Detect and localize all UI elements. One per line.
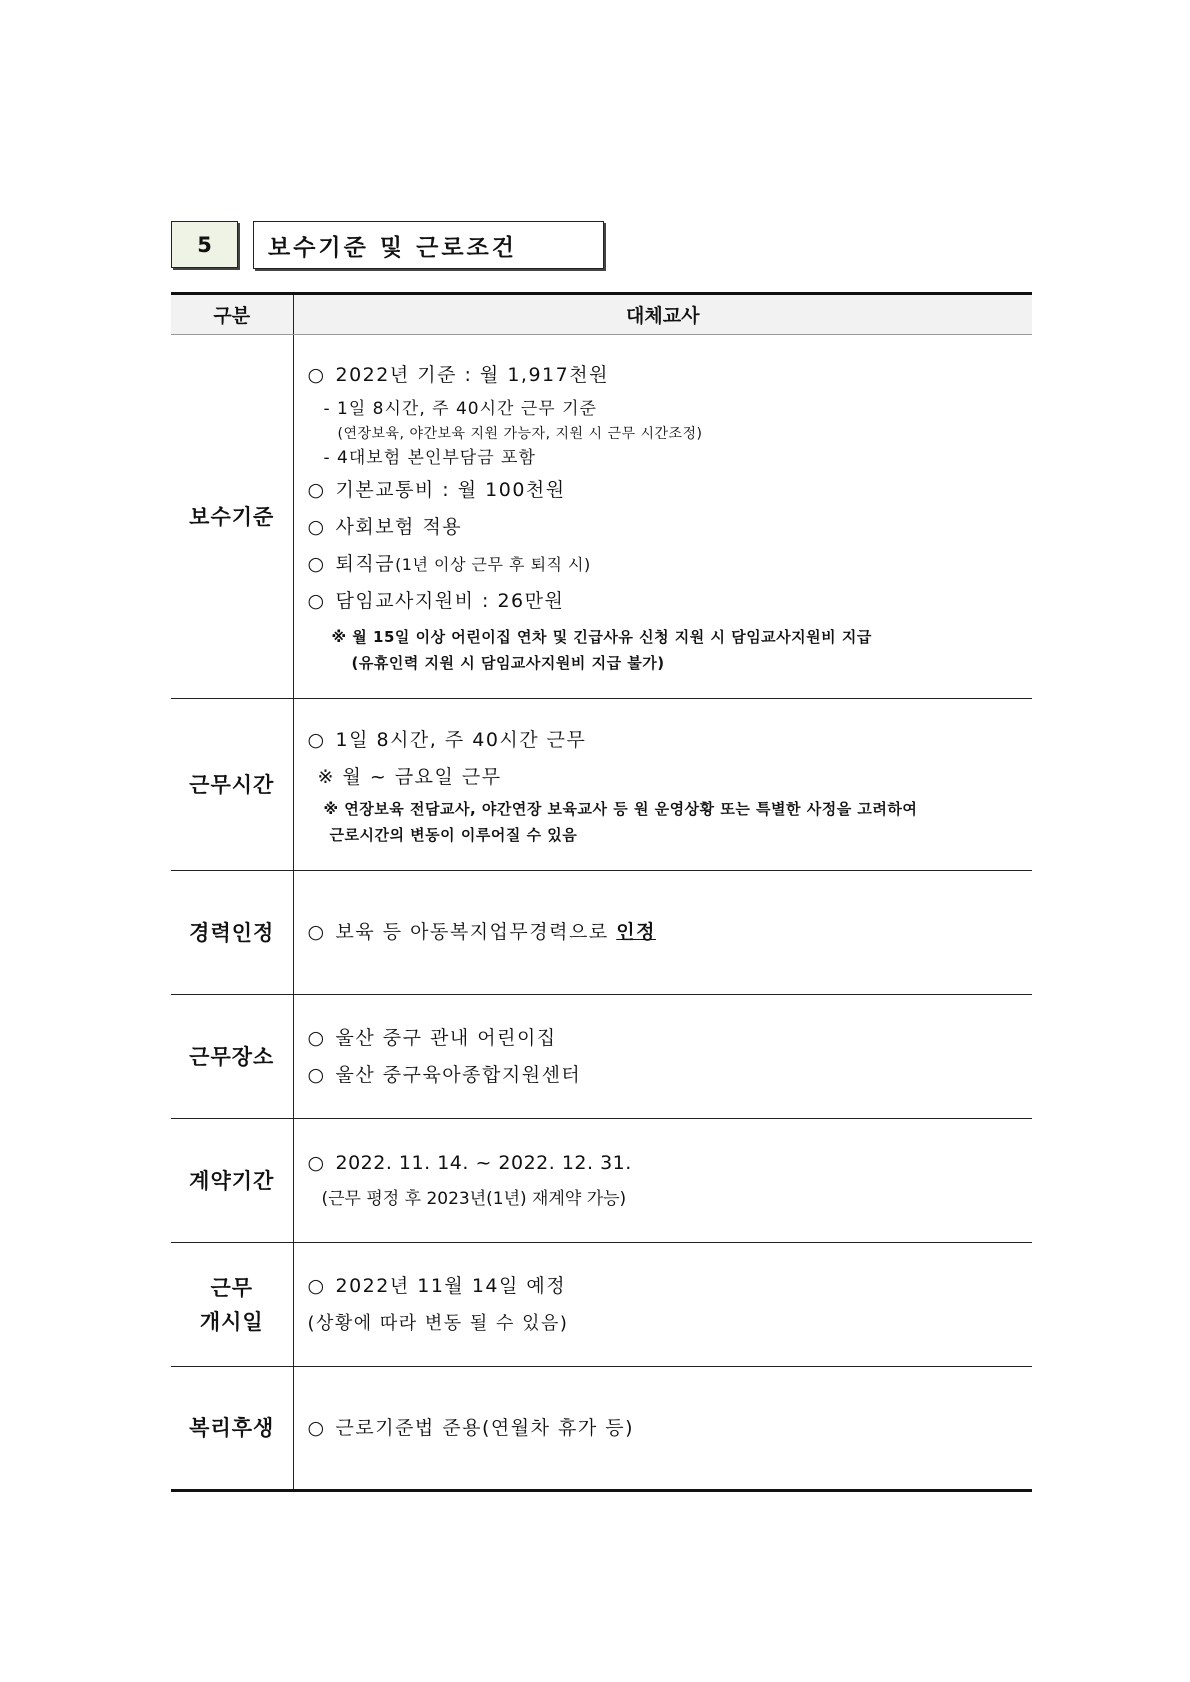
row-label-start bbox=[171, 1243, 293, 1367]
header-category: 구분 bbox=[171, 294, 293, 335]
hours-note: ※ 연장보육 전담교사, 야간연장 보육교사 등 원 운영상황 또는 특별한 사정을 고려하여 bbox=[323, 799, 918, 818]
row-label-hours: 근무시간 bbox=[171, 699, 293, 871]
place-line-2 bbox=[308, 1057, 1033, 1094]
row-label-period: 계약기간 bbox=[171, 1119, 293, 1243]
bullet-icon: ○ bbox=[307, 590, 326, 612]
bullet-icon: ○ bbox=[307, 1026, 326, 1049]
salary-base-text: 2022년 기준 : 월 1,917천원 bbox=[335, 364, 609, 386]
start-note: (상황에 따라 변동 될 수 있음) bbox=[307, 1312, 569, 1334]
salary-homeroom-text: 담임교사지원비 : 26만원 bbox=[335, 590, 565, 612]
welfare-line bbox=[308, 1410, 1033, 1447]
bullet-icon: ○ bbox=[307, 364, 326, 386]
salary-hours-note: (연장보육, 야간보육 지원 가능자, 지원 시 근무 시간조정) bbox=[337, 426, 703, 442]
row-hours bbox=[171, 699, 1032, 871]
place-line-1 bbox=[308, 1020, 1033, 1057]
bullet-icon: ○ bbox=[307, 1416, 326, 1439]
row-salary bbox=[171, 335, 1032, 699]
start-text: 2022년 11월 14일 예정 bbox=[335, 1274, 567, 1297]
salary-severance-line bbox=[308, 546, 1033, 583]
section-title: 보수기준 및 근로조건 bbox=[253, 221, 604, 269]
period-renewal-note: (근무 평정 후 2023년(1년) 재계약 가능) bbox=[321, 1189, 627, 1209]
row-content-salary bbox=[293, 335, 1032, 699]
career-line bbox=[308, 914, 1033, 951]
row-content-place bbox=[293, 995, 1032, 1119]
bullet-icon: ○ bbox=[307, 516, 326, 538]
row-label-salary: 보수기준 bbox=[171, 335, 293, 699]
salary-homeroom-note: ※ 월 15일 이상 어린이집 연차 및 긴급사유 신청 지원 시 담임교사지원비 지급 bbox=[331, 628, 872, 646]
bullet-icon: ○ bbox=[307, 728, 326, 751]
career-recognized: 인정 bbox=[616, 921, 656, 943]
row-place bbox=[171, 995, 1032, 1119]
start-label-2: 개시일 bbox=[199, 1309, 264, 1334]
hours-days-line: ※ 월 ~ 금요일 근무 bbox=[317, 765, 502, 788]
table-header-row bbox=[171, 294, 1032, 335]
salary-homeroom-line bbox=[308, 583, 1033, 620]
salary-transport-line bbox=[308, 472, 1033, 509]
row-content-hours bbox=[293, 699, 1032, 871]
row-welfare bbox=[171, 1367, 1032, 1491]
conditions-table bbox=[171, 292, 1032, 1492]
row-content-start bbox=[293, 1243, 1032, 1367]
career-text: 보육 등 아동복지업무경력으로 bbox=[335, 921, 617, 943]
row-content-career bbox=[293, 871, 1032, 995]
bullet-icon: ○ bbox=[307, 479, 326, 501]
bullet-icon: ○ bbox=[307, 1063, 326, 1086]
place-text-1: 울산 중구 관내 어린이집 bbox=[335, 1026, 557, 1049]
row-start bbox=[171, 1243, 1032, 1367]
salary-transport-text: 기본교통비 : 월 100천원 bbox=[335, 479, 566, 501]
row-career bbox=[171, 871, 1032, 995]
row-label-career: 경력인정 bbox=[171, 871, 293, 995]
salary-severance-condition: (1년 이상 근무 후 퇴직 시) bbox=[395, 555, 591, 574]
hours-note-2: 근로시간의 변동이 이루어질 수 있음 bbox=[329, 825, 578, 844]
hours-text: 1일 8시간, 주 40시간 근무 bbox=[335, 728, 587, 751]
salary-hours-detail: - 1일 8시간, 주 40시간 근무 기준 bbox=[323, 399, 597, 419]
start-line bbox=[308, 1268, 1033, 1305]
row-label-welfare: 복리후생 bbox=[171, 1367, 293, 1491]
section-number: 5 bbox=[171, 221, 238, 268]
bullet-icon: ○ bbox=[307, 1274, 326, 1297]
salary-insurance-detail: - 4대보험 본인부담금 포함 bbox=[323, 448, 536, 468]
header-substitute-teacher: 대체교사 bbox=[293, 294, 1032, 335]
row-label-place: 근무장소 bbox=[171, 995, 293, 1119]
salary-homeroom-note-2: (유휴인력 지원 시 담임교사지원비 지급 불가) bbox=[351, 654, 665, 672]
period-text: 2022. 11. 14. ~ 2022. 12. 31. bbox=[335, 1152, 632, 1174]
salary-social-insurance-line bbox=[308, 509, 1033, 546]
bullet-icon: ○ bbox=[307, 1152, 325, 1174]
row-period bbox=[171, 1119, 1032, 1243]
start-label-1: 근무 bbox=[210, 1275, 254, 1300]
bullet-icon: ○ bbox=[307, 553, 326, 575]
salary-base-line bbox=[308, 357, 1033, 394]
welfare-text: 근로기준법 준용(연월차 휴가 등) bbox=[335, 1416, 635, 1439]
row-content-period bbox=[293, 1119, 1032, 1243]
row-content-welfare bbox=[293, 1367, 1032, 1491]
salary-severance-text: 퇴직금 bbox=[335, 553, 396, 575]
salary-social-insurance-text: 사회보험 적용 bbox=[335, 516, 463, 538]
bullet-icon: ○ bbox=[307, 921, 326, 943]
place-text-2: 울산 중구육아종합지원센터 bbox=[335, 1063, 582, 1086]
period-line bbox=[308, 1145, 1033, 1182]
hours-line bbox=[308, 722, 1033, 759]
